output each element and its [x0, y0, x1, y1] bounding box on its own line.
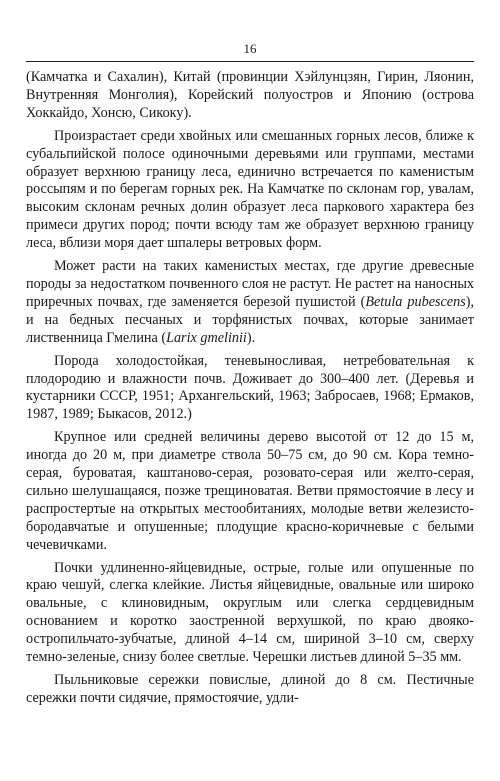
- text-segment: ), и на бедных песчаных и торфянистых почвах, которые занимает лиственница Гмелина (: [26, 293, 475, 346]
- page-number: 16: [243, 41, 257, 56]
- paragraph: [26, 128, 474, 253]
- text-segment: (Камчатка и Сахалин), Китай (провинции Хэйлунцзян, Гирин, Ляонин, Внутренняя Монголия), Корейский полуостров и Японию (острова Хоккайдо, Хонсю, Сикоку).: [26, 69, 474, 121]
- paragraph: [26, 560, 474, 667]
- latin-species-name: Larix gmelinii: [166, 329, 247, 346]
- text-segment: ).: [246, 329, 256, 346]
- paragraph: [26, 258, 474, 348]
- book-page: [26, 0, 474, 708]
- text-segment: Пыльниковые сережки повислые, длиной до 8 см. Пестичные сережки почти сидячие, прямостоячие, удли-: [26, 672, 474, 706]
- header-rule: [26, 61, 474, 62]
- latin-species-name: Betula pubescens: [365, 293, 466, 310]
- paragraph: [26, 672, 474, 708]
- paragraph: [26, 69, 474, 123]
- text-segment: Произрастает среди хвойных или смешанных горных лесов, ближе к субальпийской полосе одиночными деревьями или группами, местами образует верхнюю границу леса, единично встречается по каменистым россыпям и по берегам горных рек. На Камчатке по склонам гор, увалам, высоким склонам речных долин образует леса паркового характера без примеси других пород; почти всюду там же образует верхнюю границу леса, вблизи моря дает шпалеры ветровых форм.: [26, 127, 474, 252]
- text-segment: Порода холодостойкая, теневыносливая, нетребовательная к плодородию и влажности почв. Доживает до 300–400 лет. (Деревья и кустарники СССР, 1951; Архангельский, 1963; Забросаев, 1968; Ермаков, 1987, 1989; Быкасов, 2012.): [26, 352, 474, 423]
- text-segment: Может расти на таких каменистых местах, где другие древесные породы за недостатком почвенного слоя не растут. Не растет на наносных приречных почвах, где заменяется березой пушистой (: [26, 258, 474, 310]
- paragraph: [26, 353, 474, 425]
- paragraph: [26, 429, 474, 554]
- text-segment: Почки удлиненно-яйцевидные, острые, голые или опушенные по краю чешуй, слегка клейкие. Листья яйцевидные, овальные или широко овальные, с клиновидным, округлым или слегка сердцевидным основанием и коротко заостренной верхушкой, по краю двояко-остропильчато-зубчатые, длиной 4–14 см, шириной 3–10 см, сверху темно-зеленые, снизу более светлые. Черешки листьев длиной 5–35 мм.: [26, 559, 474, 666]
- body-text: [26, 69, 474, 708]
- text-segment: Крупное или средней величины дерево высотой от 12 до 15 м, иногда до 20 м, при диаметре ствола 50–75 см, до 90 см. Кора темно-серая, буроватая, каштаново-серая, розовато-серая или желто-серая, сильно шелушащаяся, позже трещиноватая. Ветви прямостоячие в лесу и распростертые на открытых местообитаниях, молодые ветви железисто-бородавчатые и опушенные; плодущие красно-коричневые с белыми чечевичками.: [26, 429, 474, 553]
